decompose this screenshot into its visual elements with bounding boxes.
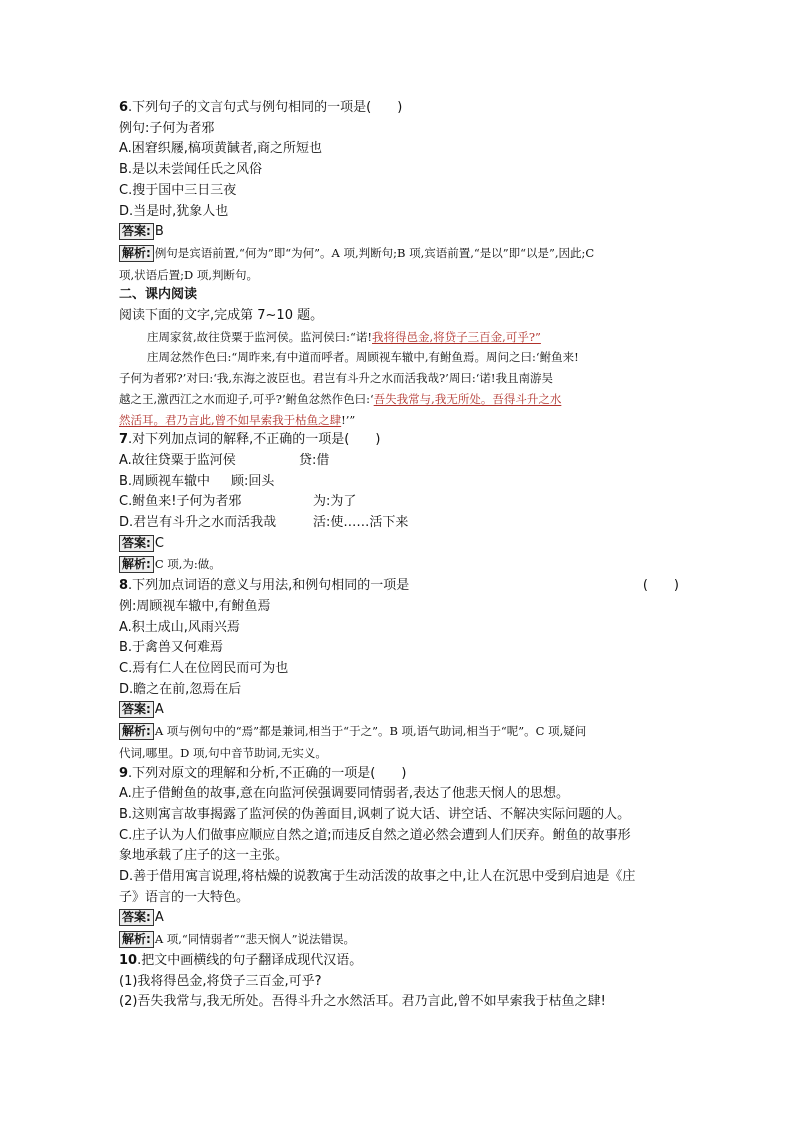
q8-example: 例:周顾视车辙中,有鲋鱼焉 (119, 598, 271, 614)
q9-option-c-line-1: C.庄子认为人们做事应顺应自然之道;而违反自然之道必然会遭到人们厌弃。鲋鱼的故事形 (119, 827, 631, 843)
q9-option-d-line-1: D.善于借用寓言说理,将枯燥的说教寓于生动活泼的故事之中,让人在沉思中受到启迪是《庄 (119, 869, 636, 885)
answer-label: 答案: (119, 223, 154, 240)
reading-p2-l3-text: 越之王,激西江之水而迎子,可乎?’鲋鱼忿然作色曰:‘ (119, 391, 374, 406)
q7-option-a-gloss: 贷:借 (299, 452, 330, 468)
underlined-sentence-2-part-1: 吾失我常与,我无所处。吾得斗升之水 (373, 391, 562, 406)
analysis-label: 解析: (119, 556, 154, 573)
q7-option-b-gloss: 顾:回头 (231, 473, 275, 489)
q6-number: 6 (119, 100, 129, 115)
q7-option-c-text: C.鲋鱼来!子何为者邪 (119, 494, 242, 510)
q8-stem-text: .下列加点词语的意义与用法,和例句相同的一项是 (128, 578, 410, 594)
underlined-sentence-2-part-2: 然活耳。君乃言此,曾不如早索我于枯鱼之肆 (119, 412, 342, 427)
q8-analysis-text-2: 代词,哪里。D 项,句中音节助词,无实义。 (119, 745, 327, 760)
q6-answer (119, 222, 679, 243)
reading-paragraph-1 (119, 327, 679, 348)
q9-answer (119, 908, 679, 929)
q7-option-b-text: B.周顾视车辙中 (119, 473, 211, 489)
q8-option-d: D.瞻之在前,忽焉在后 (119, 681, 242, 697)
q7-option-d (119, 513, 679, 534)
q7-analysis-text: C 项,为:做。 (154, 557, 221, 572)
q7-option-a-text: A.故往贷粟于监河侯 (119, 452, 236, 468)
q9-stem-text: .下列对原文的理解和分析,不正确的一项是( ) (128, 765, 407, 781)
q6-option-c: C.搜于国中三日三夜 (119, 182, 237, 198)
q9-number: 9 (119, 765, 129, 781)
q6-stem (119, 98, 679, 119)
q7-option-d-gloss: 活:使……活下来 (313, 515, 409, 531)
q10-item-2: (2)吾失我常与,我无所处。吾得斗升之水然活耳。君乃言此,曾不如早索我于枯鱼之肆! (119, 994, 606, 1010)
q9-analysis (119, 929, 679, 951)
q7-option-d-text: D.君岂有斗升之水而活我哉 (119, 515, 277, 531)
q7-option-b (119, 472, 679, 493)
q8-option-a: A.积土成山,风雨兴焉 (119, 619, 240, 635)
q8-analysis-text-1: A 项与例句中的“焉”都是兼词,相当于“于之”。B 项,语气助词,相当于“呢”。C 项,疑问 (154, 724, 587, 739)
q6-analysis (119, 243, 679, 265)
q8-option-c: C.焉有仁人在位罔民而可为也 (119, 660, 289, 676)
underlined-sentence-1: 我将得邑金,将贷子三百金,可乎?” (372, 329, 541, 344)
reading-paragraph-2-line-2: 子何为者邪?’对曰:‘我,东海之波臣也。君岂有斗升之水而活我哉?’周曰:‘诺!我且南游吴 (119, 371, 553, 386)
q10-item-1: (1)我将得邑金,将贷子三百金,可乎? (119, 973, 322, 989)
reading-paragraph-2-line-4 (119, 410, 679, 431)
q10-stem-text: .把文中画横线的句子翻译成现代汉语。 (137, 952, 363, 968)
reading-p2-l4-tail: !’” (341, 412, 356, 427)
q10-number: 10 (119, 952, 138, 968)
q9-option-a: A.庄子借鲋鱼的故事,意在向监河侯强调要同情弱者,表达了他悲天悯人的思想。 (119, 786, 570, 802)
q6-option-b: B.是以未尝闻任氏之风俗 (119, 162, 263, 178)
analysis-label: 解析: (119, 245, 154, 262)
q8-stem (119, 576, 679, 597)
q9-answer-value: A (154, 910, 164, 926)
reading-p1-text: 庄周家贫,故往贷粟于监河侯。监河侯曰:“诺! (147, 329, 373, 344)
q6-analysis-text-1: 例句是宾语前置,“何为”即“为何”。A 项,判断句;B 项,宾语前置,“是以”即“以是”,因此;C (154, 245, 595, 260)
answer-label: 答案: (119, 701, 154, 718)
q7-analysis (119, 554, 679, 576)
q7-option-c (119, 492, 679, 513)
q8-analysis (119, 721, 679, 743)
q9-option-b: B.这则寓言故事揭露了监河侯的伪善面目,讽刺了说大话、讲空话、不解决实际问题的人。 (119, 806, 631, 822)
q6-example: 例句:子何为者邪 (119, 120, 215, 136)
q9-stem (119, 764, 679, 785)
answer-label: 答案: (119, 909, 154, 926)
reading-paragraph-2-line-1: 庄周忿然作色曰:“周昨来,有中道而呼者。周顾视车辙中,有鲋鱼焉。周问之曰:‘鲋鱼来! (147, 350, 579, 365)
q8-number: 8 (119, 578, 129, 594)
q8-answer (119, 700, 679, 721)
q6-option-a: A.困窘织屦,槁项黄馘者,商之所短也 (119, 141, 323, 157)
q7-option-c-gloss: 为:为了 (313, 494, 357, 510)
q6-analysis-text-2: 项,状语后置;D 项,判断句。 (119, 267, 259, 282)
reading-intro: 阅读下面的文字,完成第 7~10 题。 (119, 308, 324, 324)
q10-stem (119, 951, 679, 972)
q7-stem (119, 430, 679, 451)
analysis-label: 解析: (119, 931, 154, 948)
q7-number: 7 (119, 432, 129, 448)
reading-paragraph-2-line-3 (119, 389, 679, 410)
q7-answer-value: C (154, 535, 164, 551)
q9-option-d-line-2: 子》语言的一大特色。 (119, 889, 250, 905)
q8-option-b: B.于禽兽又何难焉 (119, 640, 224, 656)
section-title: 二、课内阅读 (119, 287, 198, 303)
q7-answer (119, 534, 679, 555)
q6-option-d: D.当是时,犹象人也 (119, 203, 229, 219)
q7-stem-text: .对下列加点词的解释,不正确的一项是( ) (128, 432, 381, 448)
answer-label: 答案: (119, 535, 154, 552)
q7-option-a (119, 451, 679, 472)
q6-answer-value: B (154, 224, 164, 240)
analysis-label: 解析: (119, 723, 154, 740)
q8-answer-value: A (154, 702, 164, 718)
q9-option-c-line-2: 象地承载了庄子的这一主张。 (119, 848, 289, 864)
q6-stem-text: .下列句子的文言句式与例句相同的一项是( ) (128, 100, 403, 115)
document-page (119, 98, 679, 1013)
q8-answer-paren: ( ) (642, 578, 679, 594)
q9-analysis-text: A 项,“同情弱者”“悲天悯人”说法错误。 (154, 932, 355, 947)
